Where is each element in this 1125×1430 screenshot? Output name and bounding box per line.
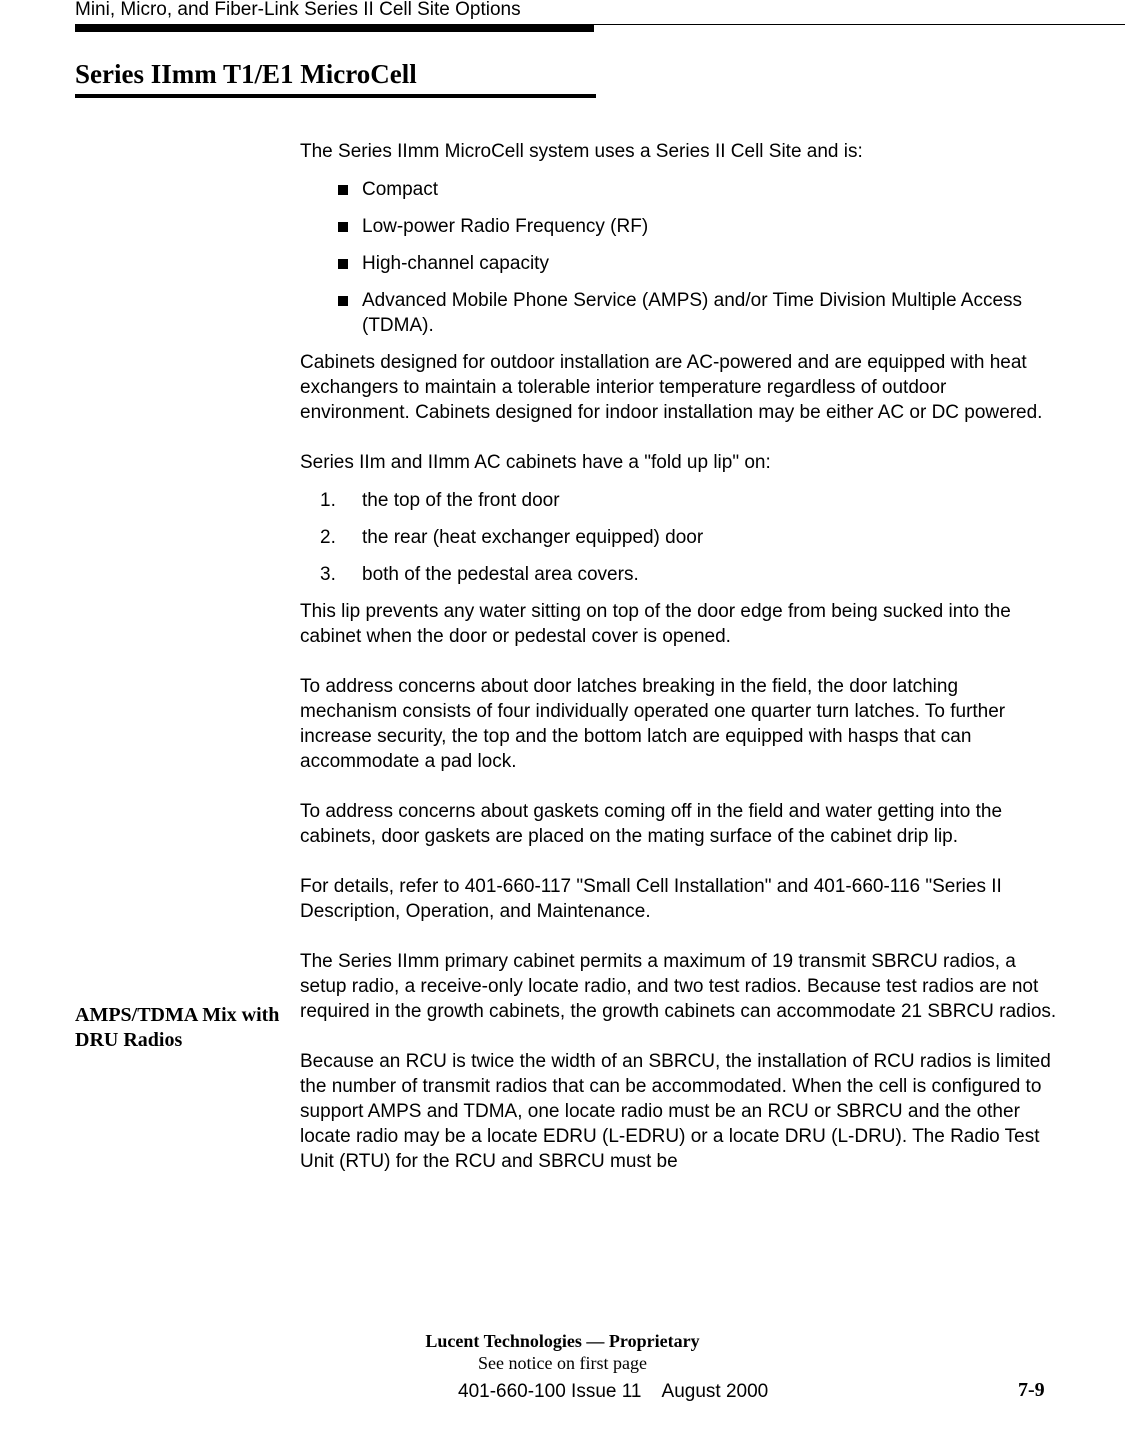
latches-paragraph: To address concerns about door latches breaking in the field, the door latching mechanism consists of four individually operated one quarter turn latches. To further increase security, the top and the bottom latch are equipped with hasps that can accommodate a pad lock. — [300, 676, 1006, 772]
footer-notice: See notice on first page — [478, 1353, 647, 1373]
cabinets-paragraph: Cabinets designed for outdoor installation are AC-powered and are equipped with heat exchangers to maintain a tolerable interior temperature regardless of outdoor environment. Cabinets designed for indoor installation may be either AC or DC powered. — [300, 352, 1043, 423]
list-item-text: the top of the front door — [362, 490, 560, 511]
intro-paragraph: The Series IImm MicroCell system uses a Series II Cell Site and is: — [300, 141, 863, 162]
list-item — [300, 251, 1060, 276]
amps-paragraph-1: The Series IImm primary cabinet permits a maximum of 19 transmit SBRCU radios, a setup radio, a receive-only locate radio, and two test radios. Because test radios are not required in the growth cabinets, the growth cabinets can accommodate 21 SBRCU radios. — [300, 951, 1057, 1022]
section-title: Series IImm T1/E1 MicroCell — [75, 59, 417, 89]
details-paragraph: For details, refer to 401-660-117 "Small Cell Installation" and 401-660-116 "Series II Description, Operation, and Maintenance. — [300, 876, 1002, 922]
fold-lip-intro: Series IIm and IImm AC cabinets have a "fold up lip" on: — [300, 452, 771, 473]
list-item — [300, 488, 1060, 513]
square-bullet-icon — [338, 222, 348, 232]
amps-paragraph-2: Because an RCU is twice the width of an SBRCU, the installation of RCU radios is limited the number of transmit radios that can be accommodated. When the cell is configured to support AMPS and TDMA, one locate radio must be an RCU or SBRCU and the other locate radio may be a locate EDRU (L-EDRU) or a locate DRU (L-DRU). The Radio Test Unit (RTU) for the RCU and SBRCU must be — [300, 1051, 1051, 1172]
feature-bullet-list — [300, 177, 1060, 338]
footer-doc-info: 401-660-100 Issue 11 August 2000 — [458, 1381, 769, 1402]
list-item-text: High-channel capacity — [362, 253, 549, 274]
page-number: 7-9 — [1018, 1379, 1045, 1401]
square-bullet-icon — [338, 185, 348, 195]
list-item-text: Compact — [362, 179, 439, 200]
list-item — [300, 214, 1060, 239]
side-heading-amps-tdma: AMPS/TDMA Mix with DRU Radios — [75, 1004, 280, 1051]
gaskets-paragraph: To address concerns about gaskets coming off in the field and water getting into the cabinets, door gaskets are placed on the mating surface of the cabinet drip lip. — [300, 801, 1003, 847]
square-bullet-icon — [338, 259, 348, 269]
fold-lip-numbered-list — [300, 488, 1060, 587]
list-number: 1. — [320, 490, 336, 511]
list-item — [300, 288, 1060, 338]
list-item-text: both of the pedestal area covers. — [362, 564, 639, 585]
square-bullet-icon — [338, 296, 348, 306]
list-item-text: Low-power Radio Frequency (RF) — [362, 216, 649, 237]
list-item — [300, 525, 1060, 550]
footer-proprietary: Lucent Technologies — Proprietary — [425, 1331, 700, 1351]
header-rule-bar — [75, 24, 594, 32]
body-column — [300, 139, 1060, 1199]
list-item-text: the rear (heat exchanger equipped) door — [362, 527, 704, 548]
lip-paragraph: This lip prevents any water sitting on top of the door edge from being sucked into the cabinet when the door or pedestal cover is opened. — [300, 601, 1011, 647]
list-item — [300, 177, 1060, 202]
list-number: 3. — [320, 564, 336, 585]
list-item — [300, 562, 1060, 587]
list-item-text: Advanced Mobile Phone Service (AMPS) and/or Time Division Multiple Access (TDMA). — [362, 290, 1023, 336]
running-header: Mini, Micro, and Fiber-Link Series II Cell Site Options — [75, 0, 521, 20]
title-rule — [75, 94, 596, 98]
list-number: 2. — [320, 527, 336, 548]
